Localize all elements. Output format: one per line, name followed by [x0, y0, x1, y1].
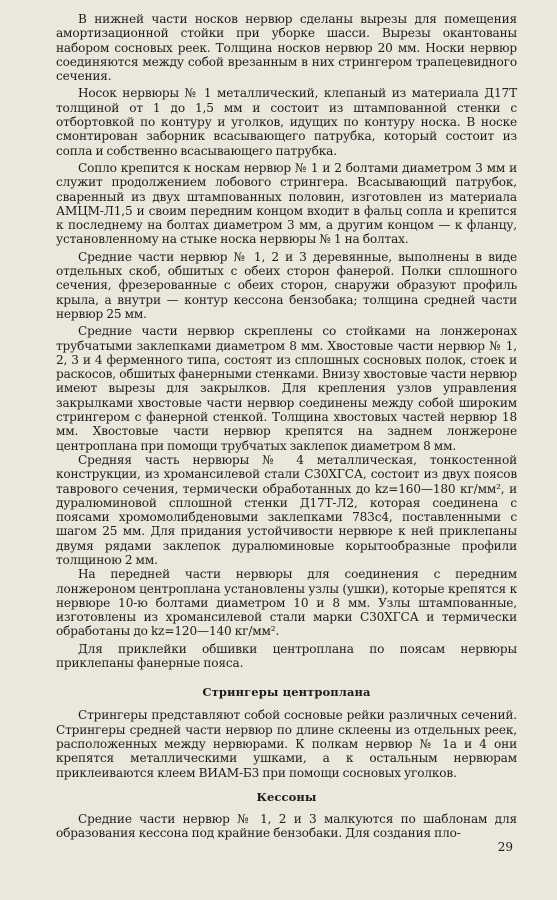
paragraph-rib-4-middle: Средняя часть нервюры № 4 металлическая, тонкостенной конструкции, из хромансилевой стали С30ХГСА, состоит из двух поясов таврового сечения, термически обработанных до kz=160—180 кг/мм², и дуралюминовой сплошной стенки Д17Т-Л2, которая соединена с поясами хромомолибденовыми заклепками 783с4, поставленными с шагом 25 мм. Для придания устойчивости нервюре к ней приклепаны двумя рядами заклепок дуралюминовые корытообразные профили толщиною 2 мм. — [56, 452, 517, 567]
paragraph-stringers: Стрингеры представляют собой сосновые рейки различных сечений. Стрингеры средней части нервюр по длине склеены из отдельных реек, расположенных между нервюрами. К полкам нервюр № 1а и 4 они крепятся металлическими ушками, а к остальным нервюрам приклеиваются клеем ВИАМ-Б3 при помощи сосновых уголков. — [56, 708, 517, 780]
paragraph-rib-nose-cutouts: В нижней части носков нервюр сделаны вырезы для помещения амортизационной стойки при уборке шасси. Вырезы окантованы набором сосновых реек. Толщина носков нервюр 20 мм. Носки нервюр соединяются между собой врезанным в них стрингером трапецевидного сечения. — [56, 12, 517, 84]
section-heading-stringers: Стрингеры центроплана — [202, 685, 371, 700]
paragraph-caissons: Средние части нервюр № 1, 2 и 3 малкуются по шаблонам для образования кессона под крайние бензобаки. Для создания пло- — [56, 811, 517, 841]
paragraph-rib-front-fittings: На передней части нервюры для соединения с передним лонжероном центроплана установлены узлы (ушки), которые крепятся к нервюре 10-ю болтами диаметром 10 и 8 мм. Узлы штампованные, изготовлены из хромансилевой стали марки С30ХГСА и термически обработаны до kz=120—140 кг/мм². — [56, 567, 517, 639]
section-heading-caissons: Кессоны — [256, 789, 317, 804]
paragraph-nozzle: Сопло крепится к носкам нервюр № 1 и 2 болтами диаметром 3 мм и служит продолжением лобового стрингера. Всасывающий патрубок, сваренный из двух штампованных половин, изготовлен из материала АМЦМ-Л1,5 и своим передним концом входит в фальц сопла и крепится к последнему на болтах диаметром 3 мм, а другим концом — к фланцу, установленному на стыке носка нервюры № 1 на болтах. — [56, 160, 517, 247]
body-text-stringers — [56, 708, 517, 779]
page-number: 29 — [497, 840, 513, 854]
body-text-top — [56, 12, 517, 670]
paragraph-rib-tail-parts: Средние части нервюр скреплены со стойками на лонжеронах трубчатыми заклепками диаметром 8 мм. Хвостовые части нервюр № 1, 2, 3 и 4 ферменного типа, состоят из сплошных сосновых полок, стоек и раскосов, обшитых фанерными стенками. Внизу хвостовые части нервюр имеют вырезы для закрылков. Для крепления узлов управления закрылками хвостовые части нервюр соединены между собой широким стрингером с фанерной стенкой. Толщина хвостовых частей нервюр 18 мм. Хвостовые части нервюр крепятся на заднем лонжероне центроплана при помощи трубчатых заклепок диаметром 8 мм. — [56, 324, 517, 453]
paragraph-rib-middle-parts: Средние части нервюр № 1, 2 и 3 деревянные, выполнены в виде отдельных скоб, обшитых с обеих сторон фанерой. Полки сплошного сечения, фрезерованные с обеих сторон, снаружи образуют профиль крыла, а внутри — контур кессона бензобака; толщина средней части нервюр 25 мм. — [56, 249, 517, 321]
paragraph-rib-1-nose: Носок нервюры № 1 металлический, клепаный из материала Д17Т толщиной от 1 до 1,5 мм и состоит из штампованной стенки с отбортовкой по контуру и уголков, идущих по контуру носка. В носке смонтирован заборник всасывающего патрубка, который состоит из сопла и собственно всасывающего патрубка. — [56, 86, 517, 158]
paragraph-plywood-flanges: Для приклейки обшивки центроплана по поясам нервюры приклепаны фанерные пояса. — [56, 641, 517, 671]
body-text-caissons — [56, 812, 517, 841]
